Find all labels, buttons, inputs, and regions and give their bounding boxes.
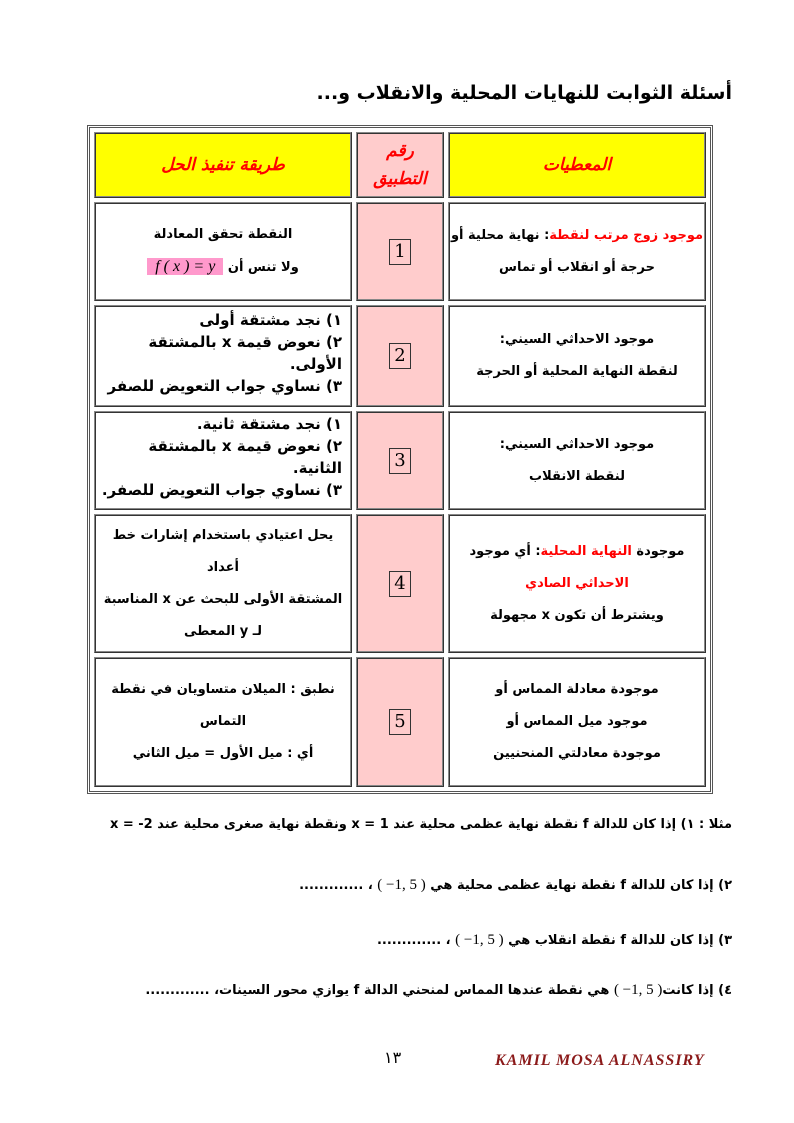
givens-text: موجود ميل المماس أو <box>506 714 648 729</box>
givens-text: موجود الاحداثي السيني: <box>499 332 655 347</box>
number-cell <box>356 202 444 301</box>
givens-cell <box>448 202 706 301</box>
header-number <box>356 132 444 198</box>
question-3 <box>377 932 732 949</box>
header-number-label: رقم التطبيق <box>373 141 427 189</box>
number-cell <box>356 514 444 653</box>
step-text: ٢) نعوض قيمة x بالمشتقة الأولى. <box>148 332 342 373</box>
header-method: طريقة تنفيذ الحل <box>94 132 352 198</box>
question-text: ٢) إذا كان للدالة f نقطة نهاية عظمى محلية هي <box>430 878 732 893</box>
question-text: مثلا : ١) إذا كان للدالة f نقطة نهاية عظمى محلية عند x = 1 ونقطة نهاية صغرى محلية عند x = -2 <box>109 817 732 832</box>
number-cell <box>356 305 444 407</box>
point-value: ( −1, 5 ) <box>377 877 426 893</box>
point-value: ( −1, 5 ) <box>613 982 663 998</box>
page-number: ١٣ <box>384 1048 402 1067</box>
step-text: ٣) نساوي جواب التعويض للصفر. <box>101 481 342 499</box>
answer-blank: ، ............. <box>299 878 373 893</box>
step-text: ١) نجد مشتقة أولى <box>199 310 342 329</box>
number-cell <box>356 411 444 510</box>
givens-text: موجودة <box>636 543 685 559</box>
method-text: أي : ميل الأول = ميل الثاني <box>132 746 314 761</box>
givens-cell <box>448 411 706 510</box>
header-givens: المعطيات <box>448 132 706 198</box>
table-row <box>94 657 706 787</box>
table-row <box>94 411 706 510</box>
method-text: ولا تنس أن <box>227 260 299 275</box>
step-text: ٢) نعوض قيمة x بالمشتقة الثانية. <box>148 437 342 477</box>
givens-text: موجودة معادلة المماس أو <box>495 682 659 697</box>
givens-text: لنقطة النهاية المحلية أو الحرجة <box>476 364 678 379</box>
question-text: هي نقطة عندها المماس لمنحني الدالة f يوازي محور السينات، ............. <box>145 983 610 998</box>
method-cell <box>94 202 352 301</box>
givens-cell <box>448 305 706 407</box>
givens-highlight: النهاية المحلية <box>540 543 632 559</box>
method-cell <box>94 305 352 407</box>
answer-blank: ، ............. <box>376 933 451 948</box>
question-text: ٤) إذا كانت <box>662 983 732 998</box>
givens-text: لنقطة الانقلاب <box>529 468 625 484</box>
method-text: التماس <box>199 714 247 729</box>
equation-highlight: f ( x ) = y <box>147 258 223 275</box>
givens-text: حرجة أو انقلاب أو تماس <box>499 259 655 275</box>
question-2 <box>299 877 732 894</box>
application-number: 5 <box>389 709 411 735</box>
method-text: المشتقة الأولى للبحث عن x المناسبة <box>103 591 343 607</box>
question-1 <box>110 817 732 832</box>
givens-text: : نهاية محلية أو <box>450 227 550 243</box>
application-number: 2 <box>389 343 411 369</box>
table-row <box>94 514 706 653</box>
givens-text: موجود الاحداثي السيني: <box>499 436 655 452</box>
method-text: يحل اعتيادي باستخدام إشارات خط أعداد <box>112 527 334 575</box>
application-number: 3 <box>389 448 411 474</box>
page-title: أسئلة الثوابت للنهايات المحلية والانقلاب و... <box>316 82 732 104</box>
givens-highlight: الاحداثي الصادي <box>525 575 629 591</box>
application-number: 4 <box>389 571 411 597</box>
method-text: النقطة تحقق المعادلة <box>153 227 293 242</box>
givens-text: موجودة معادلتي المنحنيين <box>493 746 661 761</box>
number-cell <box>356 657 444 787</box>
question-text: ٣) إذا كان للدالة f نقطة انقلاب هي <box>508 933 732 948</box>
method-text: نطبق : الميلان متساويان في نقطة <box>111 682 335 697</box>
question-4 <box>145 982 732 999</box>
step-text: ١) نجد مشتقة ثانية. <box>196 415 342 433</box>
givens-cell <box>448 657 706 787</box>
method-cell <box>94 514 352 653</box>
table-header-row <box>94 132 706 198</box>
table-row <box>94 202 706 301</box>
givens-cell <box>448 514 706 653</box>
givens-text: : أي موجود <box>469 543 541 559</box>
method-cell <box>94 657 352 787</box>
method-text: لـ y المعطى <box>183 623 263 639</box>
givens-text: ويشترط أن تكون x مجهولة <box>490 607 664 623</box>
method-cell <box>94 411 352 510</box>
step-text: ٣) نساوي جواب التعويض للصفر <box>107 376 342 395</box>
givens-highlight: موجود زوج مرتب لنقطة <box>549 227 704 243</box>
author-signature: KAMIL MOSA ALNASSIRY <box>495 1052 705 1069</box>
point-value: ( −1, 5 ) <box>455 932 504 948</box>
table-row <box>94 305 706 407</box>
application-number: 1 <box>389 239 411 265</box>
applications-table <box>87 125 713 794</box>
